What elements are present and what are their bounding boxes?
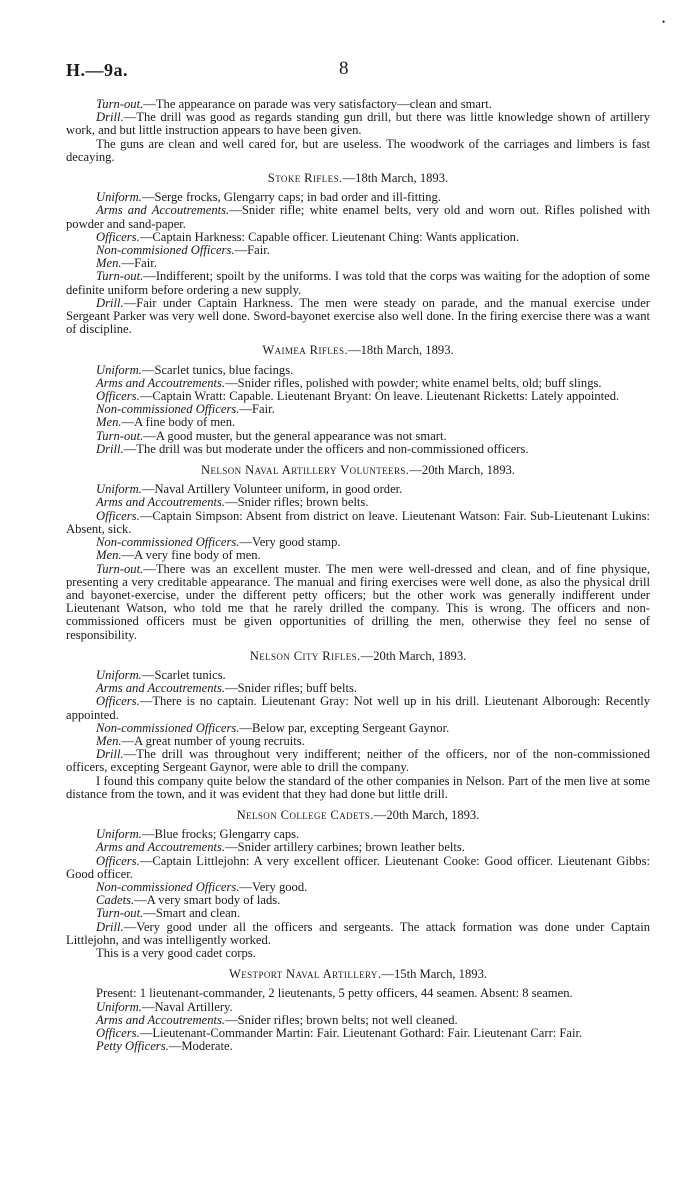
paragraph-text: —A fine body of men. xyxy=(121,415,236,430)
paragraph-text: —Fair. xyxy=(121,256,157,271)
paragraph-text: —Below par, excepting Sergeant Gaynor. xyxy=(239,720,450,735)
paragraph-label: Non-commissioned Officers. xyxy=(96,720,240,735)
report-paragraph xyxy=(66,947,650,960)
paragraph-text: —There is no captain. Lieutenant Gray: Not well up in his drill. Lieutenant Alborough: Recently appointed. xyxy=(66,694,650,722)
paragraph-label: Men. xyxy=(96,256,122,271)
report-paragraph xyxy=(66,443,650,456)
paragraph-text: —The appearance on parade was very satisfactory—clean and smart. xyxy=(143,97,492,111)
paragraph-text: —Captain Littlejohn: A very excellent officer. Lieutenant Cooke: Good officer. Lieutenant Gibbs: Good officer. xyxy=(66,853,650,881)
paragraph-text: —A very smart body of lads. xyxy=(134,893,281,908)
section-name: Nelson Naval Artillery Volunteers. xyxy=(201,463,410,478)
paragraph-label: Non-commissioned Officers. xyxy=(96,879,240,894)
paragraph-text: —A very fine body of men. xyxy=(121,548,261,563)
paragraph-label: Uniform. xyxy=(96,667,142,682)
paragraph-label: Arms and Accoutrements. xyxy=(96,1012,226,1027)
paragraph-label: Non-commissioned Officers. xyxy=(96,535,240,550)
paragraph-text: —The drill was throughout very indifferent; neither of the officers, nor of the non-commissioned officers, excepting Sergeant Gaynor, were able to drill the company. xyxy=(66,747,650,775)
document-page xyxy=(66,56,650,1053)
report-paragraph xyxy=(66,297,650,337)
section-title xyxy=(66,968,650,981)
report-paragraph xyxy=(66,563,650,642)
paragraph-label: Men. xyxy=(96,733,122,748)
paragraph-label: Petty Officers. xyxy=(96,1039,169,1054)
paragraph-text: —A great number of young recruits. xyxy=(121,733,305,748)
paragraph-label: Drill. xyxy=(96,919,124,934)
paragraph-text: —Snider rifles; brown belts. xyxy=(225,495,369,510)
paragraph-label: Officers. xyxy=(96,389,140,404)
paragraph-label: Uniform. xyxy=(96,190,142,205)
paragraph-label: Non-commissioned Officers. xyxy=(96,402,240,417)
paragraph-text: —Fair under Captain Harkness. The men were steady on parade, and the manual exercise under Sergeant Parker was very well done. Sword-bayonet exercise also well done. In the firing exercise there was a want of discipline. xyxy=(66,295,650,337)
paragraph-text: I found this company quite below the standard of the other companies in Nelson. Part of the men live at some distance from the town, and it was evident that they had done but little drill. xyxy=(66,773,650,801)
section-date: —20th March, 1893. xyxy=(409,463,515,478)
section-title xyxy=(66,172,650,185)
section-date: —20th March, 1893. xyxy=(360,648,467,663)
paragraph-label: Arms and Accoutrements. xyxy=(96,375,226,390)
paragraph-label: Turn-out. xyxy=(96,561,144,576)
section-date: —20th March, 1893. xyxy=(373,807,480,822)
paragraph-text: —The drill was good as regards standing gun drill, but there was little knowledge shown of artillery work, and but little instruction appears to have been given. xyxy=(66,110,650,138)
paragraph-text: —Snider artillery carbines; brown leather belts. xyxy=(225,840,465,855)
paragraph-label: Non-commisioned Officers. xyxy=(96,243,235,258)
report-paragraph xyxy=(66,921,650,947)
report-section xyxy=(66,344,650,456)
paragraph-label: Arms and Accoutrements. xyxy=(96,840,226,855)
page-header xyxy=(66,56,650,98)
paragraph-label: Uniform. xyxy=(96,827,142,842)
paragraph-label: Turn-out. xyxy=(96,906,144,921)
paragraph-text: —Scarlet tunics. xyxy=(141,667,226,682)
paragraph-text: —Naval Artillery. xyxy=(141,999,233,1014)
paragraph-label: Officers. xyxy=(96,694,140,709)
page-number: 8 xyxy=(339,58,349,79)
report-sections xyxy=(66,172,650,1053)
paragraph-text: —Very good stamp. xyxy=(239,535,341,550)
paragraph-text: —Smart and clean. xyxy=(143,906,241,921)
paragraph-text: —Very good under all the officers and sergeants. The attack formation was done under Captain Littlejohn, and was intelligently worked. xyxy=(66,919,650,947)
paragraph-text: —Naval Artillery Volunteer uniform, in good order. xyxy=(141,482,403,497)
report-paragraph xyxy=(66,855,650,881)
paragraph-label: Uniform. xyxy=(96,362,142,377)
paragraph-text: —Blue frocks; Glengarry caps. xyxy=(141,827,300,842)
paragraph-text: —Snider rifle; white enamel belts, very old and worn out. Rifles polished with powder and sand-paper. xyxy=(66,203,650,231)
paragraph-label: Turn-out. xyxy=(96,269,144,284)
paragraph-text: Present: 1 lieutenant-commander, 2 lieutenants, 5 petty officers, 44 seamen. Absent: 8 seamen. xyxy=(96,986,573,1001)
paragraph-label: Uniform. xyxy=(96,999,142,1014)
section-title xyxy=(66,464,650,477)
corner-mark: • xyxy=(662,17,666,27)
intro-block xyxy=(66,98,650,164)
section-name: Nelson City Rifles. xyxy=(249,648,361,663)
paragraph-text: —The drill was but moderate under the officers and non-commissioned officers. xyxy=(123,441,529,456)
paragraph-label: Officers. xyxy=(96,1026,140,1040)
report-paragraph xyxy=(66,111,650,137)
paragraph-text: —Fair. xyxy=(234,243,270,258)
paragraph-label: Arms and Accoutrements. xyxy=(96,495,226,510)
section-name: Waimea Rifles. xyxy=(262,343,349,358)
paragraph-label: Arms and Accoutrements. xyxy=(96,681,226,696)
paragraph-label: Turn-out. xyxy=(96,97,144,111)
report-paragraph xyxy=(66,204,650,230)
paragraph-text: —Scarlet tunics, blue facings. xyxy=(141,362,294,377)
section-name: Nelson College Cadets. xyxy=(236,807,374,822)
paragraph-label: Uniform. xyxy=(96,482,142,497)
section-name: Westport Naval Artillery. xyxy=(228,967,382,982)
section-date: —18th March, 1893. xyxy=(348,343,454,358)
paragraph-text: —Captain Simpson: Absent from district on leave. Lieutenant Watson: Fair. Sub-Lieutenant Lukins: Absent, sick. xyxy=(66,508,650,536)
paragraph-text: —Lieutenant-Commander Martin: Fair. Lieutenant Gothard: Fair. Lieutenant Carr: Fair. xyxy=(139,1026,583,1040)
paragraph-text: —Serge frocks, Glengarry caps; in bad order and ill-fitting. xyxy=(141,190,441,205)
section-title xyxy=(66,344,650,357)
paragraph-text: —Snider rifles; brown belts; not well cleaned. xyxy=(225,1012,458,1027)
report-section xyxy=(66,464,650,642)
report-paragraph xyxy=(66,695,650,721)
report-section xyxy=(66,172,650,336)
section-title xyxy=(66,809,650,822)
paragraph-text: —Moderate. xyxy=(168,1039,233,1054)
paragraph-text: —Captain Harkness: Capable officer. Lieutenant Ching: Wants application. xyxy=(139,229,520,244)
paragraph-text: —Snider rifles, polished with powder; white enamel belts, old; buff slings. xyxy=(225,375,602,390)
paragraph-text: —Very good. xyxy=(239,879,308,894)
paragraph-label: Drill. xyxy=(96,110,124,125)
paragraph-label: Drill. xyxy=(96,747,124,762)
paragraph-text: The guns are clean and well cared for, but are useless. The woodwork of the carriages and limbers is fast decaying. xyxy=(66,136,650,164)
paragraph-label: Men. xyxy=(96,415,122,430)
paragraph-label: Turn-out. xyxy=(96,428,144,443)
paragraph-text: —There was an excellent muster. The men were well-dressed and clean, and of fine physique, presenting a very creditable appearance. The manual and firing exercises were well done, as also the physical drill and bayonet-exercise, under the different petty officers; but the other work was generally indifferent under Lieutenant Watson, who told me that he rarely drilled the company. This is wrong. The officers and non-commissioned officers must be given opportunities of drilling the men, otherwise they feel no sense of responsibility. xyxy=(66,561,650,642)
document-reference: H.—9a. xyxy=(66,60,129,80)
paragraph-label: Drill. xyxy=(96,441,124,456)
paragraph-text: This is a very good cadet corps. xyxy=(96,945,256,960)
section-name: Stoke Rifles. xyxy=(267,171,343,186)
report-section xyxy=(66,650,650,801)
report-paragraph xyxy=(66,510,650,536)
paragraph-label: Cadets. xyxy=(96,893,135,908)
paragraph-text: —Captain Wratt: Capable. Lieutenant Bryant: On leave. Lieutenant Ricketts: Lately appointed. xyxy=(139,389,620,404)
report-paragraph xyxy=(66,138,650,164)
section-date: —15th March, 1893. xyxy=(381,967,488,982)
paragraph-label: Men. xyxy=(96,548,122,563)
paragraph-label: Officers. xyxy=(96,229,140,244)
report-paragraph xyxy=(66,748,650,774)
paragraph-text: —Fair. xyxy=(239,402,275,417)
section-title xyxy=(66,650,650,663)
section-date: —18th March, 1893. xyxy=(342,171,449,186)
report-paragraph xyxy=(66,775,650,801)
paragraph-text: —A good muster, but the general appearance was not smart. xyxy=(143,428,447,443)
paragraph-label: Arms and Accoutrements. xyxy=(96,203,230,218)
paragraph-label: Officers. xyxy=(96,853,140,868)
report-paragraph xyxy=(66,270,650,296)
report-section xyxy=(66,968,650,1053)
paragraph-label: Officers. xyxy=(96,508,140,523)
paragraph-text: —Snider rifles; buff belts. xyxy=(225,681,358,696)
paragraph-label: Drill. xyxy=(96,295,124,310)
report-section xyxy=(66,809,650,960)
report-paragraph xyxy=(66,1040,650,1053)
paragraph-text: —Indifferent; spoilt by the uniforms. I was told that the corps was waiting for the adoption of some definite uniform before ordering a new supply. xyxy=(66,269,650,297)
